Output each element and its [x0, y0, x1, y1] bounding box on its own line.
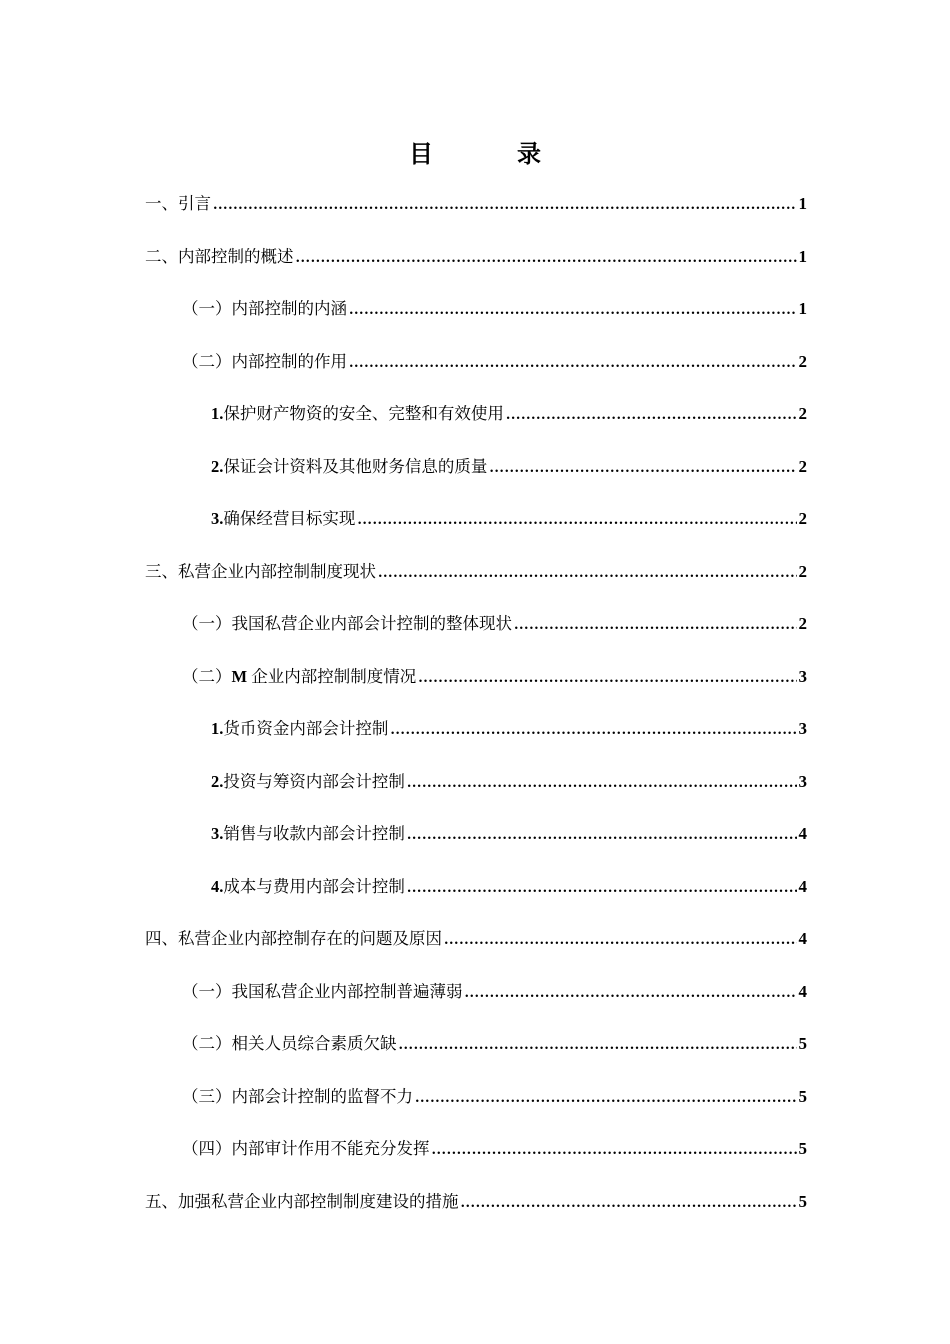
toc-leader-dots — [378, 561, 797, 587]
toc-entry-label: 1.保护财产物资的安全、完整和有效使用 — [211, 404, 504, 423]
toc-page-number: 2 — [798, 509, 807, 528]
toc-entry[interactable] — [211, 401, 807, 427]
toc-leader-dots — [390, 718, 796, 744]
toc-entry-label: 一、引言 — [145, 194, 211, 213]
toc-page-number: 2 — [798, 561, 807, 581]
toc-entry[interactable] — [145, 244, 807, 270]
toc-leader-dots — [506, 403, 797, 429]
toc-entry-label: 2.保证会计资料及其他财务信息的质量 — [211, 456, 488, 476]
toc-entry-label: 3.销售与收款内部会计控制 — [211, 824, 405, 843]
toc-entry-label: 4.成本与费用内部会计控制 — [211, 876, 405, 896]
toc-leader-dots — [415, 1086, 797, 1112]
toc-entry-label: 三、私营企业内部控制制度现状 — [145, 561, 376, 581]
toc-page-number: 3 — [798, 771, 807, 791]
toc-page-number: 5 — [798, 1086, 807, 1106]
toc-leader-dots — [349, 298, 797, 324]
toc-entry[interactable] — [211, 821, 807, 847]
toc-entry[interactable] — [182, 979, 807, 1005]
toc-page-number: 3 — [798, 719, 807, 738]
toc-page-number: 4 — [798, 981, 807, 1001]
toc-page-number: 1 — [798, 246, 807, 266]
toc-entry[interactable] — [211, 454, 807, 480]
toc-leader-dots — [489, 456, 796, 482]
toc-entry-label: （二）M 企业内部控制制度情况 — [182, 666, 417, 686]
toc-entry-label: （一）我国私营企业内部会计控制的整体现状 — [182, 614, 512, 633]
toc-entry-label: 3.确保经营目标实现 — [211, 509, 356, 528]
toc-page-number: 2 — [798, 614, 807, 633]
toc-entry-label: 四、私营企业内部控制存在的问题及原因 — [145, 929, 442, 948]
toc-leader-dots — [213, 193, 797, 219]
toc-page-number: 5 — [798, 1139, 807, 1158]
toc-page-number: 4 — [798, 824, 807, 843]
toc-leader-dots — [465, 981, 797, 1007]
toc-entry[interactable] — [182, 296, 807, 322]
toc-leader-dots — [418, 666, 796, 692]
toc-page-number: 5 — [798, 1191, 807, 1211]
toc-entry[interactable] — [145, 926, 807, 952]
toc-entry-label: 五、加强私营企业内部控制制度建设的措施 — [145, 1191, 459, 1211]
toc-entry-label: 1.货币资金内部会计控制 — [211, 719, 389, 738]
toc-leader-dots — [461, 1191, 797, 1217]
toc-page-number: 2 — [798, 456, 807, 476]
toc-entry[interactable] — [182, 611, 807, 637]
toc-page-number: 4 — [798, 929, 807, 948]
toc-entry-label: （一）我国私营企业内部控制普遍薄弱 — [182, 981, 463, 1001]
toc-entry[interactable] — [182, 1084, 807, 1110]
toc-page-number: 4 — [798, 876, 807, 896]
toc-entry-label: （一）内部控制的内涵 — [182, 299, 347, 318]
toc-page-number: 3 — [798, 666, 807, 686]
toc-leader-dots — [514, 613, 797, 639]
toc-leader-dots — [407, 771, 797, 797]
toc-leader-dots — [357, 508, 796, 534]
toc-page-number: 1 — [798, 194, 807, 213]
toc-leader-dots — [407, 876, 797, 902]
toc-entry[interactable] — [145, 1189, 807, 1215]
toc-page-number: 5 — [798, 1034, 807, 1053]
toc-entry-label: （三）内部会计控制的监督不力 — [182, 1086, 413, 1106]
toc-entry[interactable] — [211, 506, 807, 532]
toc-entry-label: 2.投资与筹资内部会计控制 — [211, 771, 405, 791]
toc-leader-dots — [349, 351, 797, 377]
toc-entry[interactable] — [182, 349, 807, 375]
toc-page-number: 1 — [798, 299, 807, 318]
toc-leader-dots — [407, 823, 797, 849]
toc-leader-dots — [432, 1138, 797, 1164]
toc-leader-dots — [296, 246, 797, 272]
toc-entry[interactable] — [211, 874, 807, 900]
toc-entry-label: （二）相关人员综合素质欠缺 — [182, 1034, 397, 1053]
toc-entry[interactable] — [145, 191, 807, 217]
toc-entry[interactable] — [182, 1031, 807, 1057]
toc-leader-dots — [444, 928, 797, 954]
toc-leader-dots — [399, 1033, 797, 1059]
toc-entry-label: （四）内部审计作用不能充分发挥 — [182, 1139, 430, 1158]
toc-entry[interactable] — [182, 1136, 807, 1162]
toc-page-number: 2 — [798, 404, 807, 423]
toc-page-number: 2 — [798, 351, 807, 371]
toc-entry[interactable] — [182, 664, 807, 690]
toc-entry[interactable] — [145, 559, 807, 585]
toc-entry[interactable] — [211, 769, 807, 795]
toc-entry[interactable] — [211, 716, 807, 742]
toc-entry-label: 二、内部控制的概述 — [145, 246, 294, 266]
toc-entry-label: （二）内部控制的作用 — [182, 351, 347, 371]
page-title: 目 录 — [409, 140, 571, 168]
